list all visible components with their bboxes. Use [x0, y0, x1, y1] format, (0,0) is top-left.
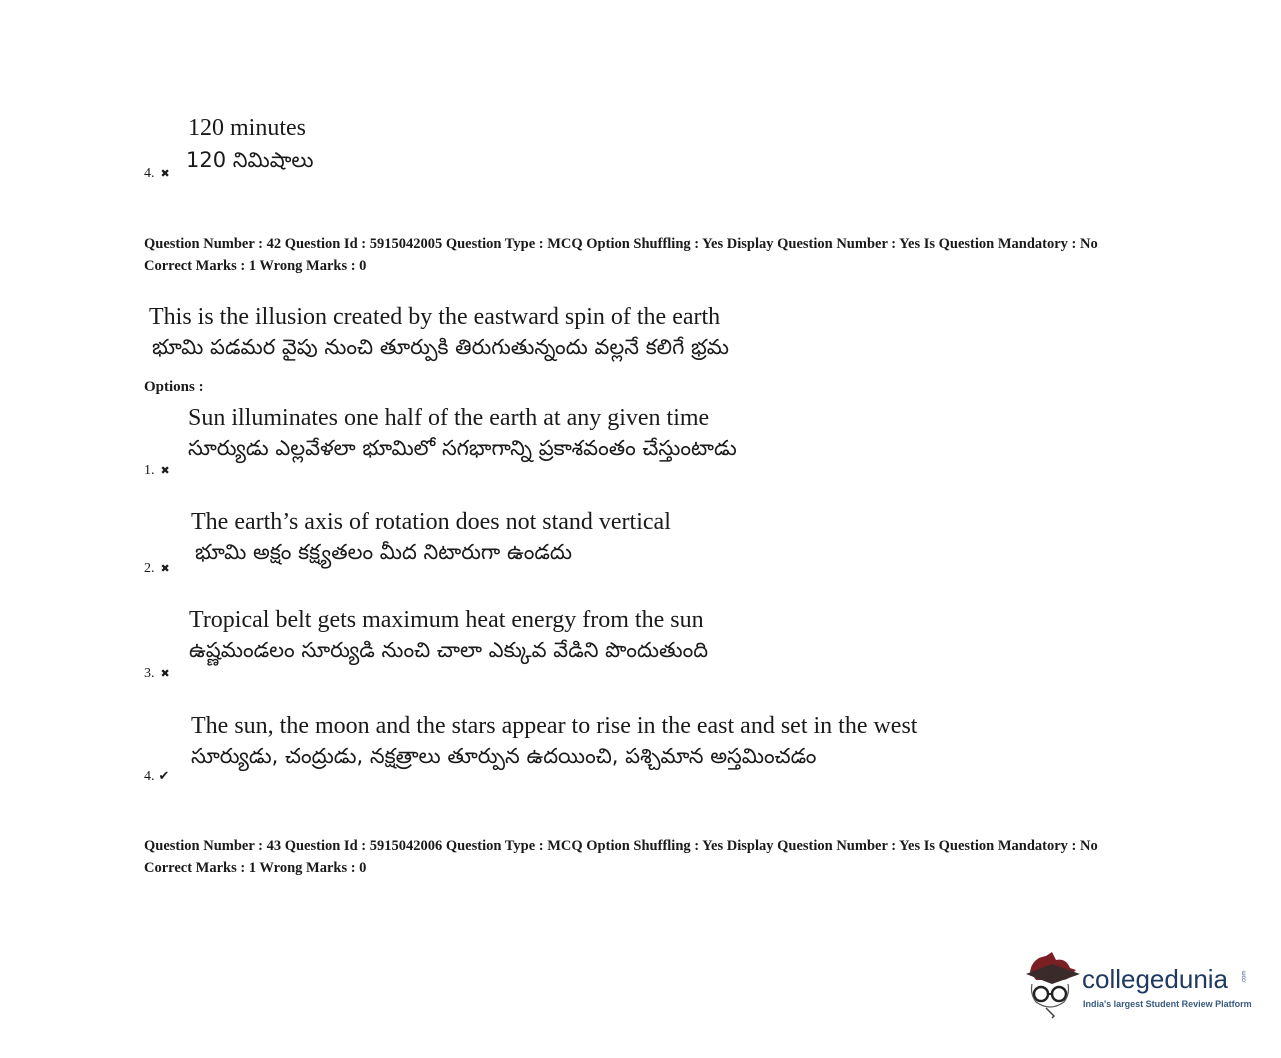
- prev-option-4-english: 120 minutes: [188, 115, 306, 141]
- logo-suffix: .com: [1241, 970, 1248, 984]
- question-42-meta-line: Question Number : 42 Question Id : 5915042005 Question Type : MCQ Option Shuffling : Yes Display Question Number : Yes Is Question Mandatory : No: [144, 236, 1098, 252]
- option-1-english: Sun illuminates one half of the earth at any given time: [188, 405, 710, 431]
- question-42-metadata: [144, 235, 1114, 276]
- option-4-number: [144, 768, 169, 785]
- question-42-marks: Correct Marks : 1 Wrong Marks : 0: [144, 258, 367, 274]
- option-number: 1.: [144, 463, 155, 478]
- collegedunia-logo: [1022, 950, 1262, 1020]
- option-number: 2.: [144, 561, 155, 576]
- prev-option-4-telugu: 120 నిమిషాలు: [186, 148, 314, 172]
- option-2-telugu: భూమి అక్షం కక్ష్యతలం మీద నిటారుగా ఉండదు: [195, 540, 572, 564]
- wrong-mark-icon: ✖: [160, 168, 170, 180]
- option-2-number: [144, 561, 170, 577]
- logo-wordmark: collegedunia: [1082, 964, 1229, 994]
- option-number: 4.: [144, 166, 155, 181]
- option-3-english: Tropical belt gets maximum heat energy from the sun: [189, 607, 704, 633]
- option-3-number: [144, 666, 170, 682]
- option-1-telugu: సూర్యుడు ఎల్లవేళలా భూమిలో సగభాగాన్ని ప్రకాశవంతం చేస్తుంటాడు: [188, 436, 737, 460]
- mascot-icon: [1022, 950, 1084, 1020]
- question-43-marks: Correct Marks : 1 Wrong Marks : 0: [144, 860, 367, 876]
- option-4-english: The sun, the moon and the stars appear to rise in the east and set in the west: [191, 713, 918, 739]
- question-43-meta-line: Question Number : 43 Question Id : 5915042006 Question Type : MCQ Option Shuffling : Yes Display Question Number : Yes Is Question Mandatory : No: [144, 838, 1098, 854]
- option-number: 4.: [144, 769, 155, 784]
- option-3-telugu: ఉష్ణమండలం సూర్యుడి నుంచి చాలా ఎక్కువ వేడిని పొందుతుంది: [189, 638, 709, 662]
- question-42-text-telugu: భూమి పడమర వైపు నుంచి తూర్పుకి తిరుగుతున్నందు వల్లనే కలిగే భ్రమ: [152, 335, 729, 359]
- wrong-mark-icon: ✖: [160, 563, 170, 575]
- logo-tagline: India's largest Student Review Platform: [1083, 999, 1252, 1009]
- option-4-telugu: సూర్యుడు, చంద్రుడు, నక్షత్రాలు తూర్పున ఉదయించి, పశ్చిమాన అస్తమించడం: [191, 744, 817, 768]
- wrong-mark-icon: ✖: [160, 465, 170, 477]
- wrong-mark-icon: ✖: [160, 668, 170, 680]
- option-2-english: The earth’s axis of rotation does not stand vertical: [191, 509, 671, 535]
- option-number: 3.: [144, 666, 155, 681]
- correct-check-icon: ✔: [158, 768, 170, 783]
- question-43-metadata: [144, 837, 1114, 878]
- prev-option-4-number: [144, 166, 170, 182]
- options-label: Options :: [144, 379, 204, 395]
- question-42-text-english: This is the illusion created by the eastward spin of the earth: [149, 304, 721, 330]
- option-1-number: [144, 463, 170, 479]
